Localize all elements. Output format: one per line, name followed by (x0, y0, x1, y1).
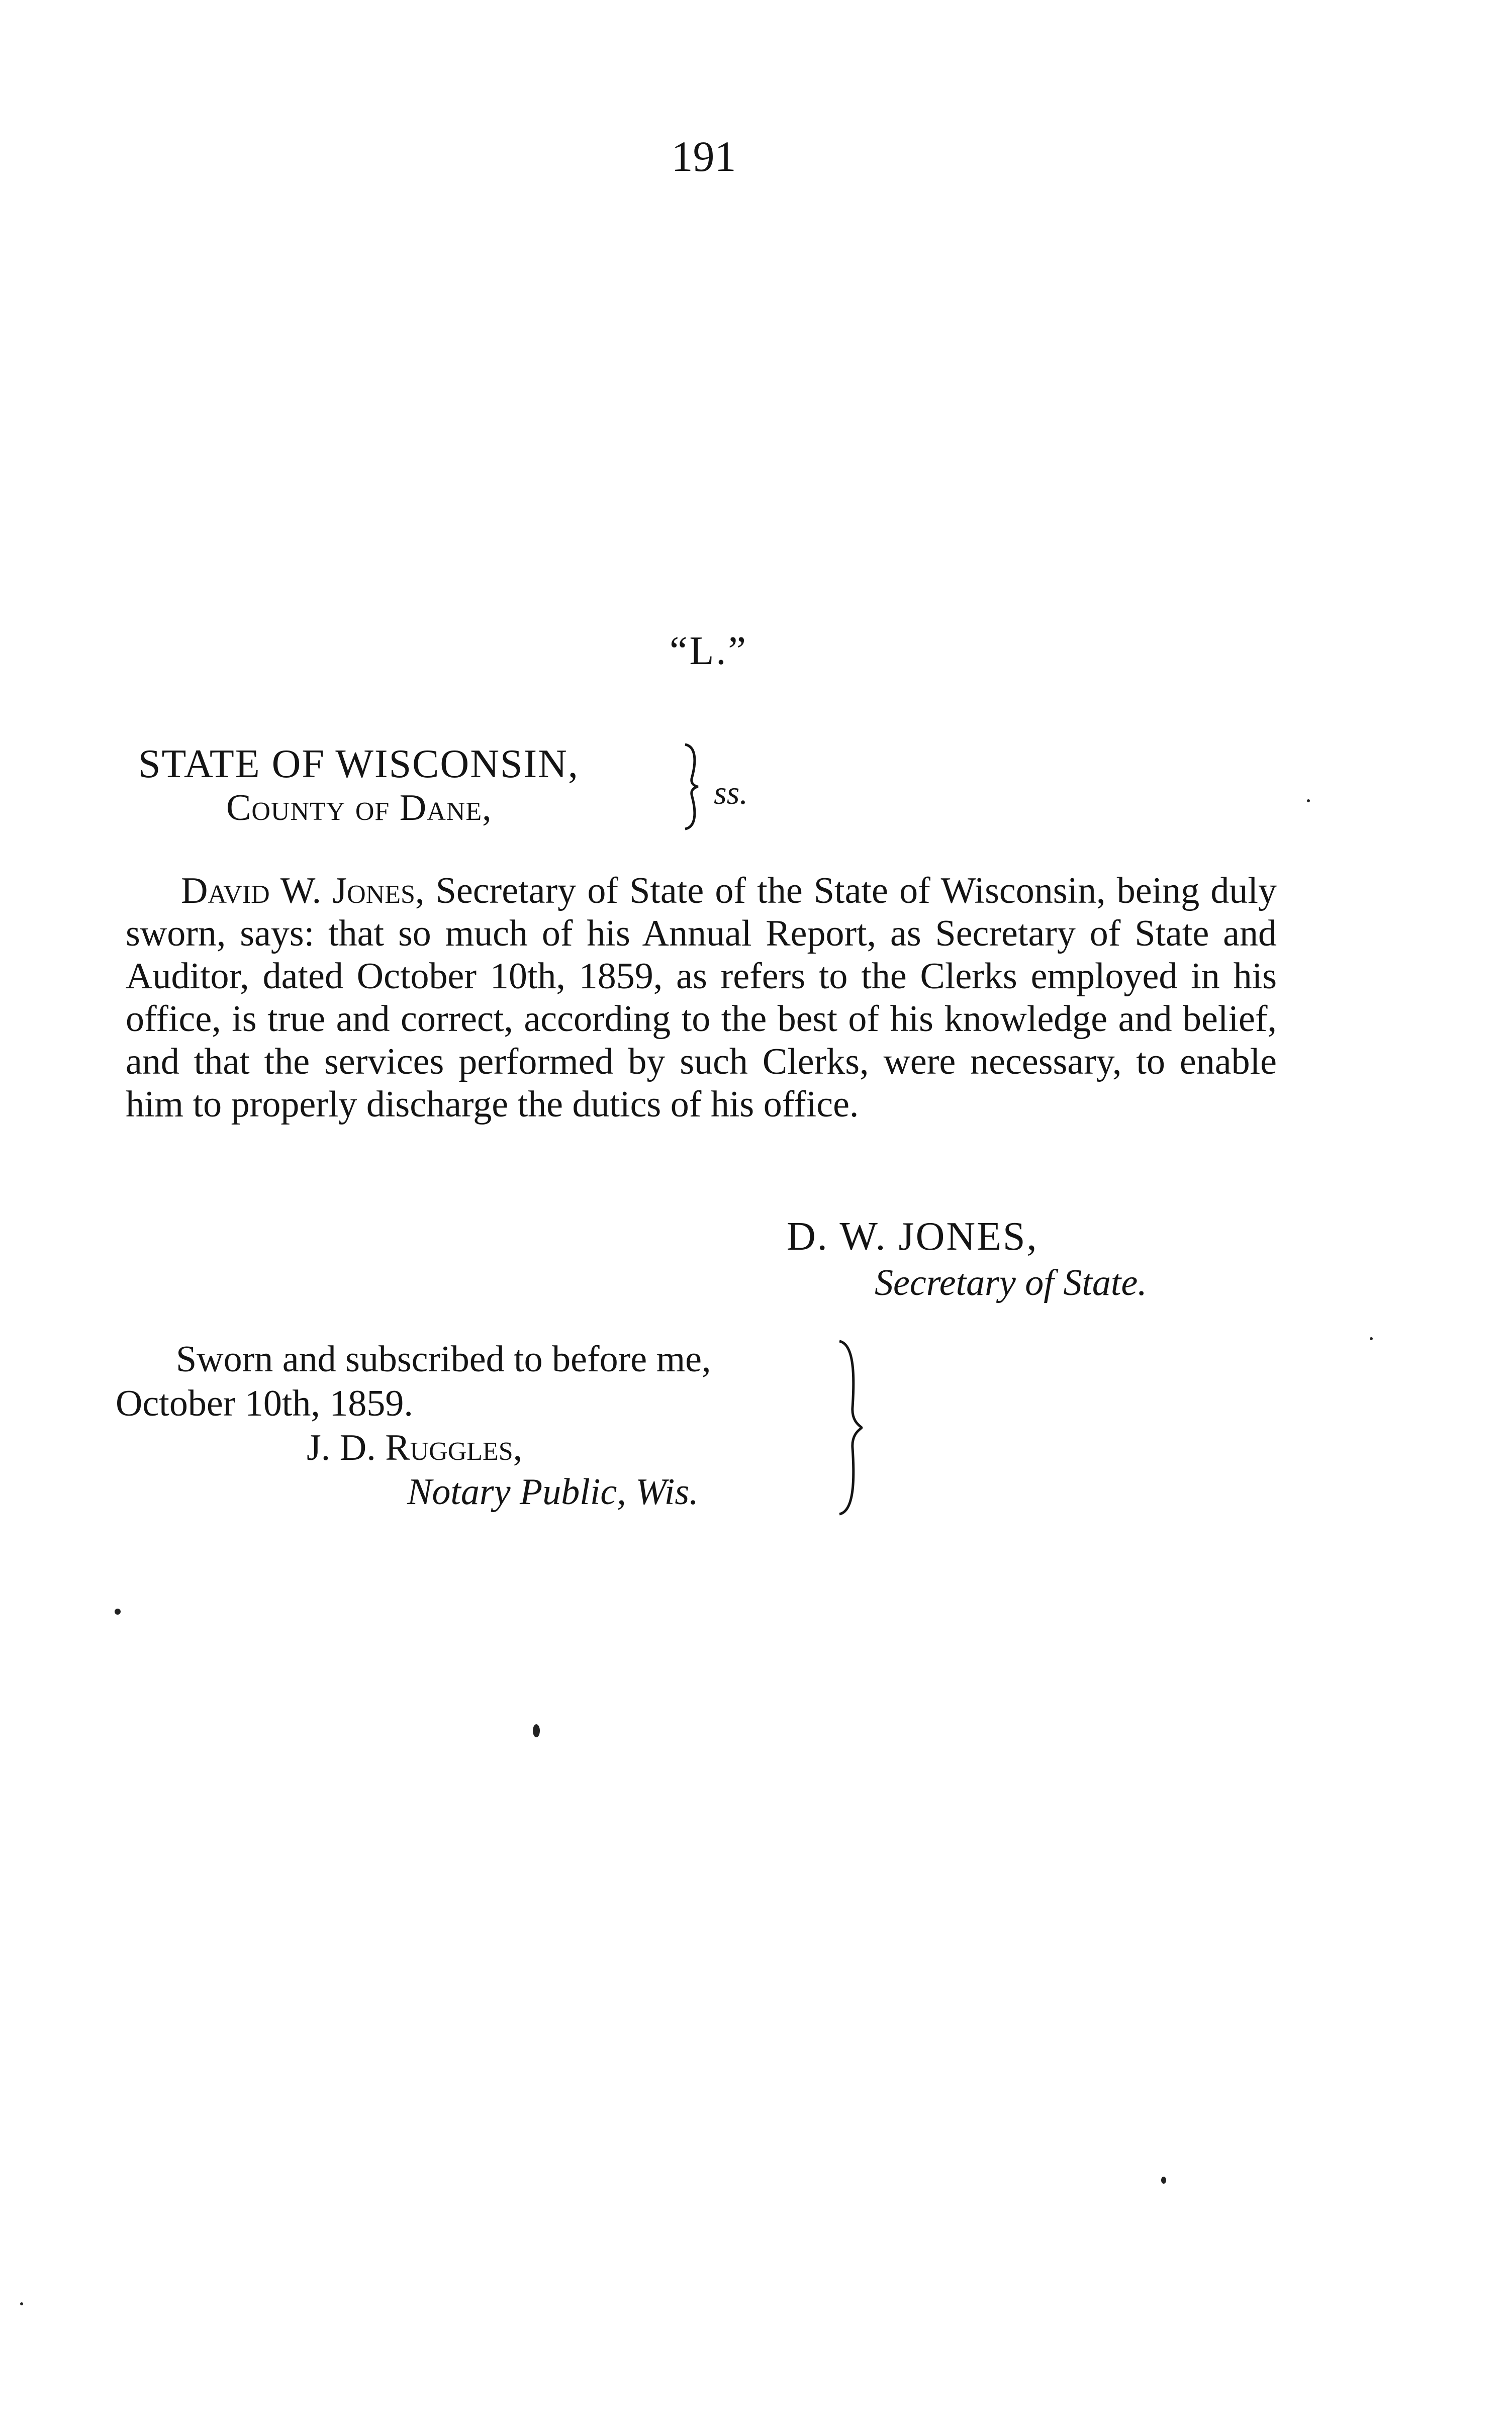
venue-brace (681, 741, 701, 832)
signer-title: Secretary of State. (875, 1262, 1147, 1303)
scan-speck (1370, 1337, 1373, 1340)
signer-name: D. W. JONES, (787, 1215, 1038, 1259)
scan-speck (1161, 2177, 1166, 2184)
scan-speck (533, 1724, 540, 1737)
affidavit-body (126, 870, 1277, 1126)
jurat-line-date: October 10th, 1859. (116, 1383, 413, 1424)
jurat-brace (834, 1337, 865, 1518)
page-number: 191 (671, 132, 736, 180)
exhibit-label: “L.” (670, 629, 748, 673)
venue-county: County of Dane, (226, 787, 492, 828)
affiant-name: David W. Jones (181, 870, 415, 911)
venue-ss: ss. (714, 775, 748, 811)
scan-speck (20, 2302, 23, 2305)
notary-title: Notary Public, Wis. (407, 1471, 699, 1513)
notary-name: J. D. Ruggles, (307, 1427, 523, 1468)
venue-state: STATE OF WISCONSIN, (138, 742, 579, 786)
scan-speck (115, 1609, 121, 1615)
jurat-line-sworn: Sworn and subscribed to before me, (176, 1339, 711, 1380)
scan-speck (1307, 799, 1310, 802)
affidavit-text: , Secretary of State of the State of Wisconsin, being duly sworn, says: that so much of his Annual Report, as Secretary of State and Auditor, dated October 10th, 1859, as refers to the Clerks employed in his office, is true and correct, according to the best of his knowledge and belief, and that the services performed by such Clerks, were necessary, to enable him to properly discharge the dutics of his office. (126, 870, 1277, 1125)
